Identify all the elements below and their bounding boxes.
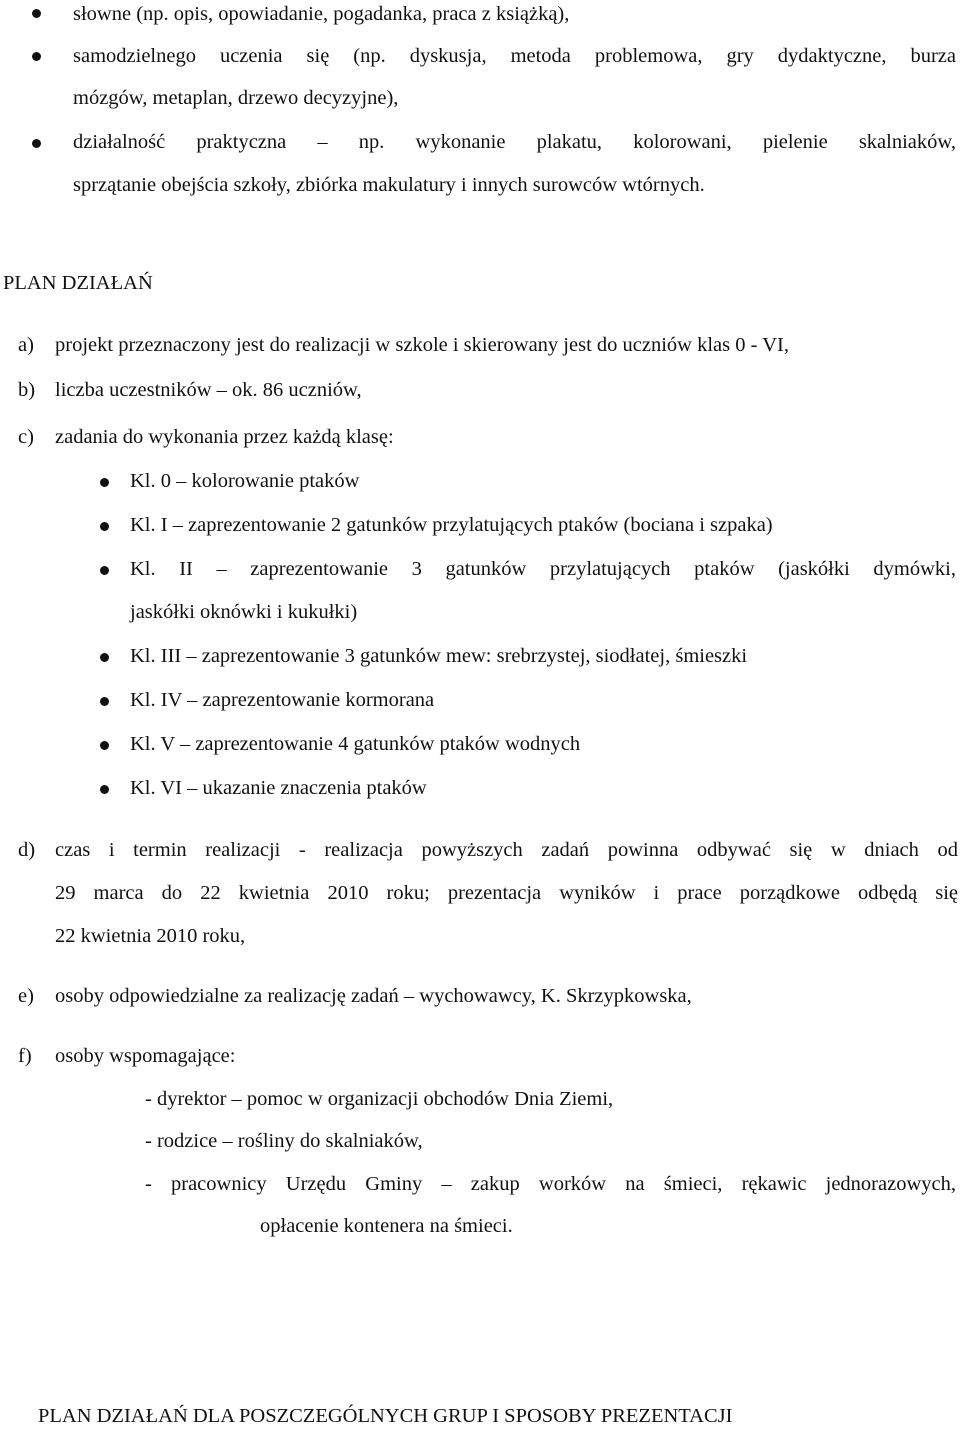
intro-item-3-line-1: działalność praktyczna – np. wykonanie plakatu, kolorowani, pielenie skalniaków, [73, 131, 956, 153]
item-d-line-1: czas i termin realizacji - realizacja powyższych zadań powinna odbywać się w dniach od [55, 839, 958, 861]
intro-item-3-line-2: sprzątanie obejścia szkoły, zbiórka makulatury i innych surowców wtórnych. [73, 174, 705, 196]
intro-item-2-line-2: mózgów, metaplan, drzewo decyzyjne), [73, 87, 399, 109]
class-task-2-line-2: jaskółki oknówki i kukułki) [130, 601, 358, 623]
bottom-heading: PLAN DZIAŁAŃ DLA POSZCZEGÓLNYCH GRUP I SPOSOBY PREZENTACJI [38, 1405, 733, 1427]
bullet-icon [100, 566, 109, 575]
class-task-1: Kl. I – zaprezentowanie 2 gatunków przylatujących ptaków (bociana i szpaka) [130, 514, 773, 536]
intro-item-2-line-1: samodzielnego uczenia się (np. dyskusja, metoda problemowa, gry dydaktyczne, burza [73, 45, 956, 67]
supporter-1: - dyrektor – pomoc w organizacji obchodów Dnia Ziemi, [145, 1088, 614, 1110]
class-task-4: Kl. IV – zaprezentowanie kormorana [130, 689, 435, 711]
bullet-icon [32, 139, 41, 148]
item-c-marker: c) [18, 426, 34, 448]
item-b-marker: b) [18, 379, 36, 401]
bullet-icon [100, 522, 109, 531]
item-c-text: zadania do wykonania przez każdą klasę: [55, 426, 394, 448]
item-b-text: liczba uczestników – ok. 86 uczniów, [55, 379, 362, 401]
supporter-2: - rodzice – rośliny do skalniaków, [145, 1130, 423, 1152]
item-f-text: osoby wspomagające: [55, 1045, 236, 1067]
item-a-text: projekt przeznaczony jest do realizacji w szkole i skierowany jest do uczniów klas 0 - VI, [55, 334, 789, 356]
supporter-3-line-2: opłacenie kontenera na śmieci. [260, 1215, 513, 1237]
class-task-0: Kl. 0 – kolorowanie ptaków [130, 470, 360, 492]
class-task-3: Kl. III – zaprezentowanie 3 gatunków mew: srebrzystej, siodłatej, śmieszki [130, 645, 748, 667]
plan-heading: PLAN DZIAŁAŃ [3, 272, 153, 294]
item-e-marker: e) [18, 985, 34, 1007]
bullet-icon [32, 9, 41, 18]
bullet-icon [100, 741, 109, 750]
bullet-icon [100, 478, 109, 487]
intro-item-1: słowne (np. opis, opowiadanie, pogadanka, praca z książką), [73, 3, 570, 25]
item-a-marker: a) [18, 334, 34, 356]
bullet-icon [32, 52, 41, 61]
item-f-marker: f) [18, 1045, 32, 1067]
bullet-icon [100, 785, 109, 794]
item-d-marker: d) [18, 839, 36, 861]
class-task-5: Kl. V – zaprezentowanie 4 gatunków ptaków wodnych [130, 733, 581, 755]
supporter-3-line-1: - pracownicy Urzędu Gminy – zakup worków na śmieci, rękawic jednorazowych, [145, 1173, 956, 1195]
bullet-icon [100, 697, 109, 706]
item-d-line-2: 29 marca do 22 kwietnia 2010 roku; prezentacja wyników i prace porządkowe odbędą się [55, 882, 958, 904]
item-e-text: osoby odpowiedzialne za realizację zadań – wychowawcy, K. Skrzypkowska, [55, 985, 692, 1007]
item-d-line-3: 22 kwietnia 2010 roku, [55, 925, 246, 947]
class-task-6: Kl. VI – ukazanie znaczenia ptaków [130, 777, 427, 799]
bullet-icon [100, 653, 109, 662]
class-task-2-line-1: Kl. II – zaprezentowanie 3 gatunków przylatujących ptaków (jaskółki dymówki, [130, 558, 956, 580]
